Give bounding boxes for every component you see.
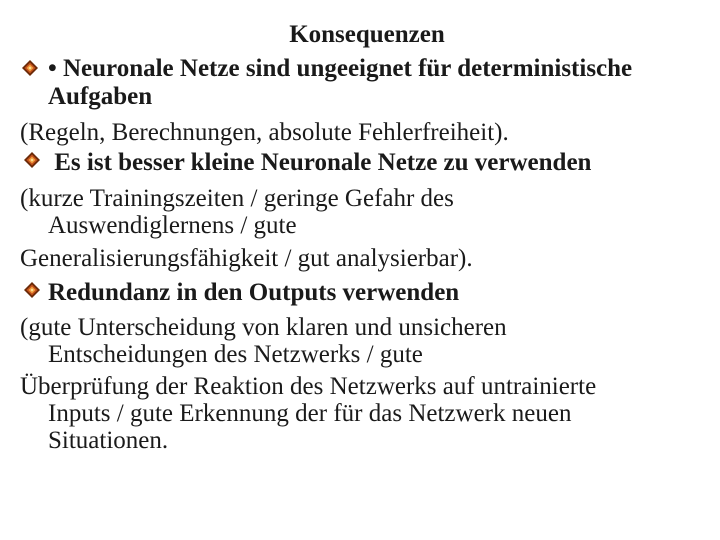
bullet-2-detail-line-1: (kurze Trainingszeiten / geringe Gefahr des — [20, 185, 454, 212]
bullet-3-detail-line-5: Situationen. — [48, 427, 169, 454]
bullet-3-detail-line-2: Entscheidungen des Netzwerks / gute — [48, 341, 423, 368]
bullet-1-detail-line-1: (Regeln, Berechnungen, absolute Fehlerfreiheit). — [20, 119, 509, 146]
bullet-3-heading-line-1: Redundanz in den Outputs verwenden — [48, 279, 460, 306]
bullet-3-detail-line-3: Überprüfung der Reaktion des Netzwerks auf untrainierte — [20, 373, 597, 400]
slide-title: Konsequenzen — [289, 21, 445, 48]
bullet-2-detail-line-3: Generalisierungsfähigkeit / gut analysierbar). — [20, 245, 473, 272]
bullet-2-detail-line-2: Auswendiglernens / gute — [48, 212, 297, 239]
diamond-bullet-icon — [24, 152, 40, 168]
bullet-3-detail-line-1: (gute Unterscheidung von klaren und unsicheren — [20, 314, 507, 341]
diamond-bullet-icon — [24, 282, 40, 298]
bullet-1-heading-line-1: • Neuronale Netze sind ungeeignet für deterministische — [48, 55, 633, 82]
bullet-3-detail-line-4: Inputs / gute Erkennung der für das Netzwerk neuen — [48, 400, 572, 427]
bullet-1-heading-line-2: Aufgaben — [48, 83, 153, 110]
bullet-2-heading-line-1: Es ist besser kleine Neuronale Netze zu verwenden — [48, 149, 592, 176]
diamond-bullet-icon — [22, 60, 38, 76]
